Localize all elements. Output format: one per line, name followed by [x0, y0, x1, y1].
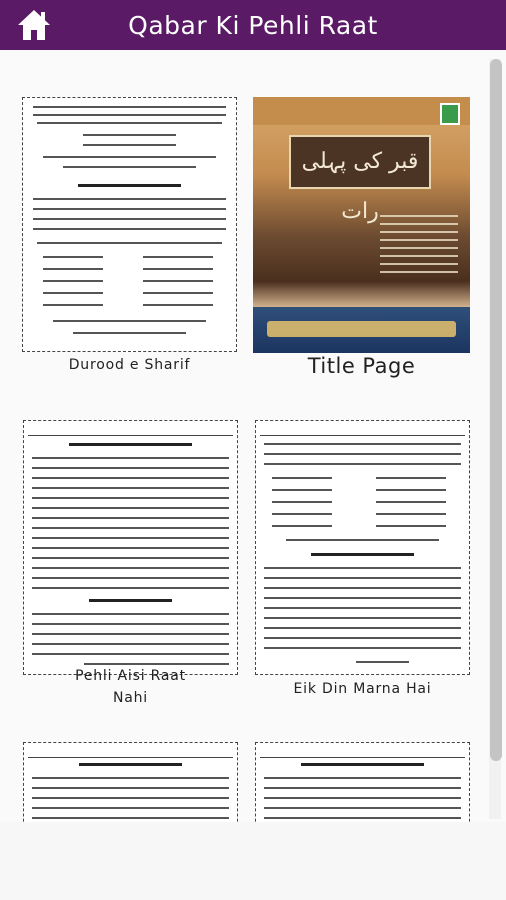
item-label: Title Page — [307, 354, 416, 378]
page-thumbnail-durood[interactable] — [22, 97, 237, 352]
page-thumbnail-eik-din-marna-hai[interactable] — [255, 420, 470, 675]
book-cover-thumbnail[interactable] — [253, 97, 470, 353]
item-label: Eik Din Marna Hai — [293, 681, 432, 697]
page-thumbnail-pehli-aisi-raat[interactable] — [23, 420, 238, 675]
publisher-logo-icon — [440, 103, 460, 125]
app-title: Qabar Ki Pehli Raat — [128, 11, 378, 40]
app-bar — [0, 0, 506, 50]
item-label-line1: Pehli Aisi Raat — [75, 668, 186, 684]
scrollbar-thumb[interactable] — [490, 59, 502, 761]
item-label-line2: Nahi — [112, 690, 148, 706]
item-label: Durood e Sharif — [68, 357, 191, 373]
bottom-area — [0, 822, 506, 900]
cover-heading: قبر کی پہلی رات — [289, 135, 431, 189]
